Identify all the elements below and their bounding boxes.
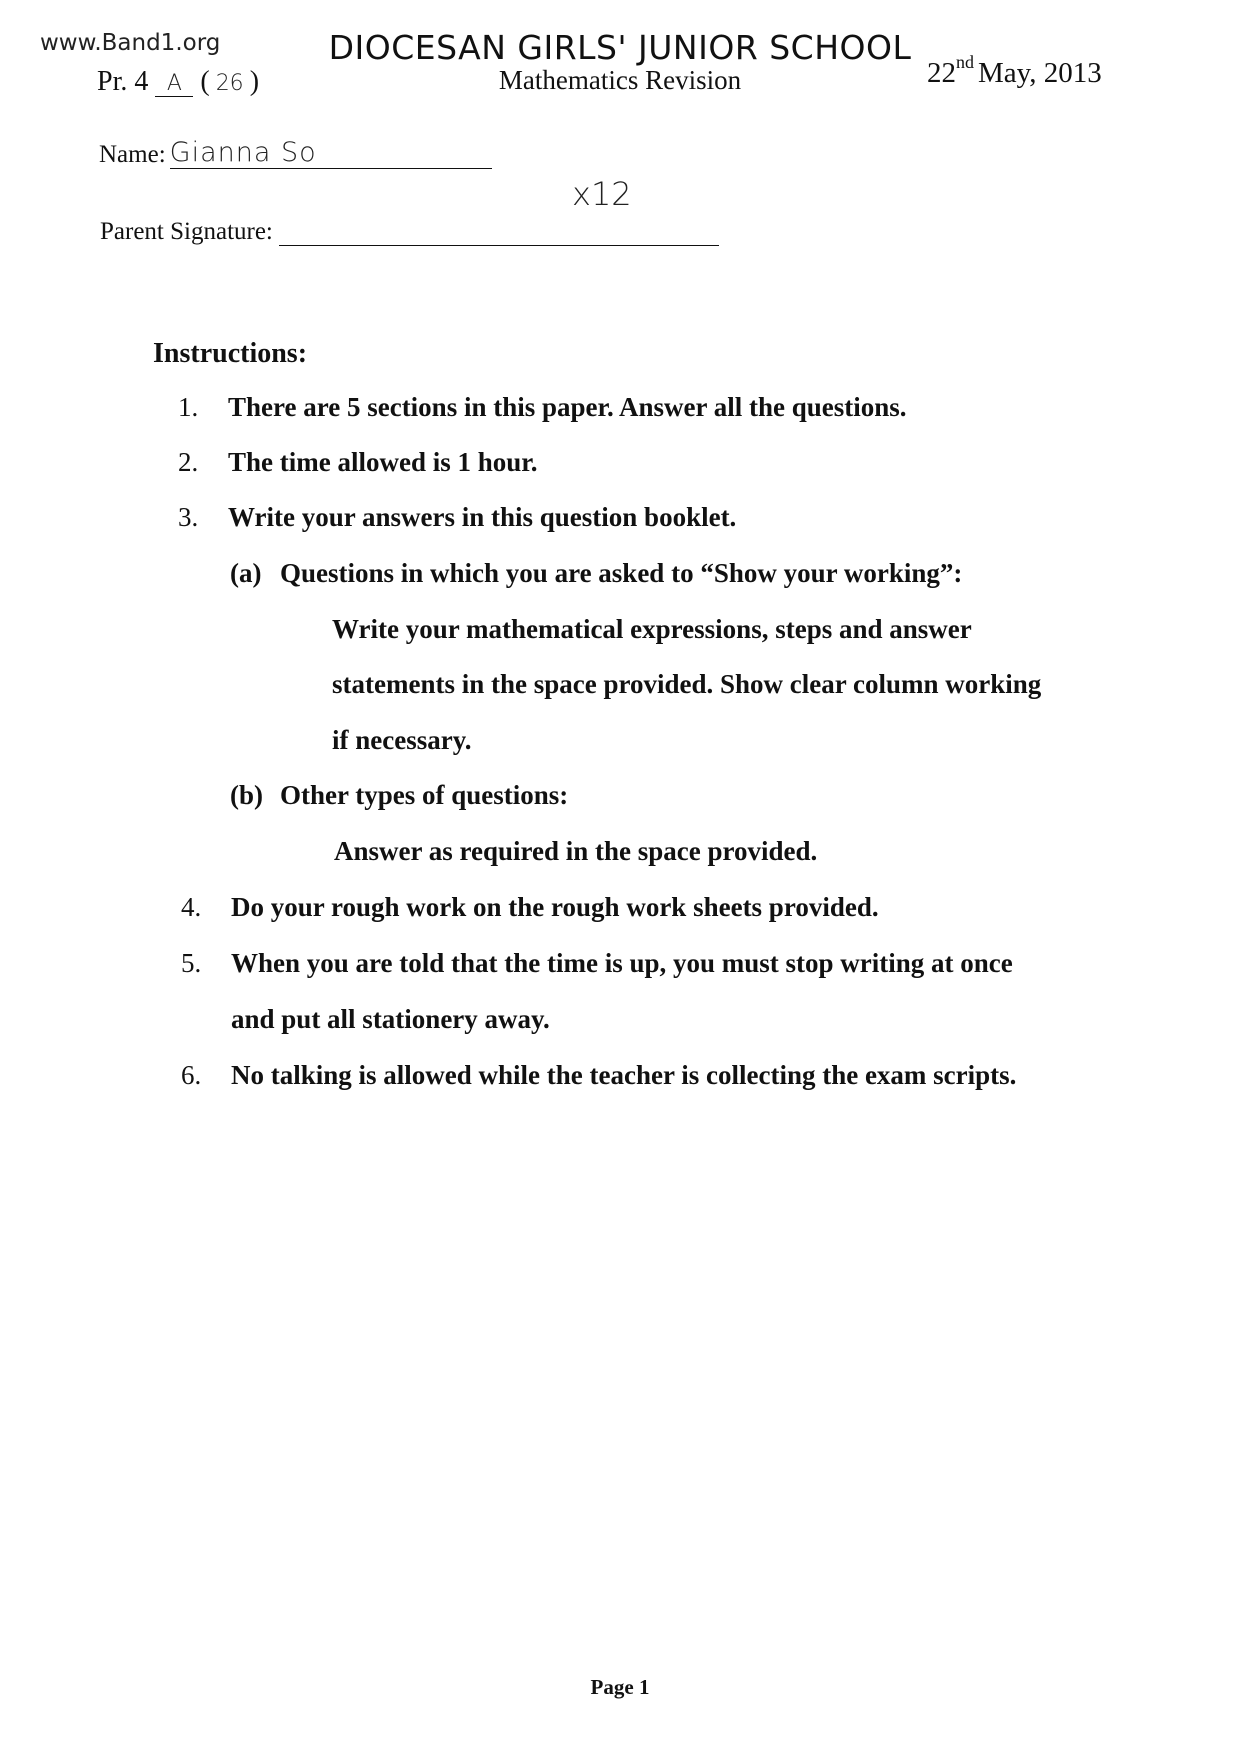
parent-signature-line (279, 219, 719, 246)
date-day: 22 (927, 57, 956, 89)
instruction-item: 3. Write your answers in this question booklet. (178, 502, 737, 532)
parent-signature-label: Parent Signature: (100, 218, 273, 245)
instruction-item: 6. No talking is allowed while the teacher is collecting the exam scripts. (181, 1060, 1017, 1090)
sub-a-line: Write your mathematical expressions, steps and answer (332, 614, 972, 644)
name-label: Name: (99, 141, 166, 168)
class-number: 26 (215, 71, 244, 96)
sub-a-line: statements in the space provided. Show clear column working (332, 669, 1042, 699)
instruction-sub-b: (b) Other types of questions: (230, 780, 569, 810)
parent-signature-field (100, 218, 719, 246)
name-value: Gianna So (169, 137, 317, 168)
sub-b-line: Answer as required in the space provided. (334, 836, 818, 866)
instruction-item: 1. There are 5 sections in this paper. Answer all the questions. (178, 392, 907, 422)
paper-subtitle: Mathematics Revision (498, 65, 742, 95)
date-rest: May, 2013 (978, 57, 1102, 89)
name-field (99, 137, 492, 169)
date-suffix: nd (956, 52, 974, 72)
score-mark: x12 (572, 175, 632, 213)
page-number: Page 1 (590, 1675, 650, 1699)
instruction-item: 5. When you are told that the time is up, you must stop writing at once (181, 948, 1013, 978)
school-name: DIOCESAN GIRLS' JUNIOR SCHOOL (328, 28, 912, 67)
class-line: Pr. 4 A ( 26 ) (97, 66, 260, 97)
exam-date (927, 52, 1102, 90)
instructions-title: Instructions: (153, 338, 308, 369)
instruction-item-5-continued: and put all stationery away. (231, 1004, 550, 1034)
watermark: www.Band1.org (40, 30, 221, 56)
instruction-item: 4. Do your rough work on the rough work sheets provided. (181, 892, 879, 922)
instruction-sub-a: (a) Questions in which you are asked to “Show your working”: (230, 558, 963, 588)
class-prefix: Pr. 4 (97, 66, 149, 97)
class-letter: A (155, 71, 193, 97)
sub-a-line: if necessary. (332, 725, 472, 755)
instruction-item: 2. The time allowed is 1 hour. (178, 447, 538, 477)
